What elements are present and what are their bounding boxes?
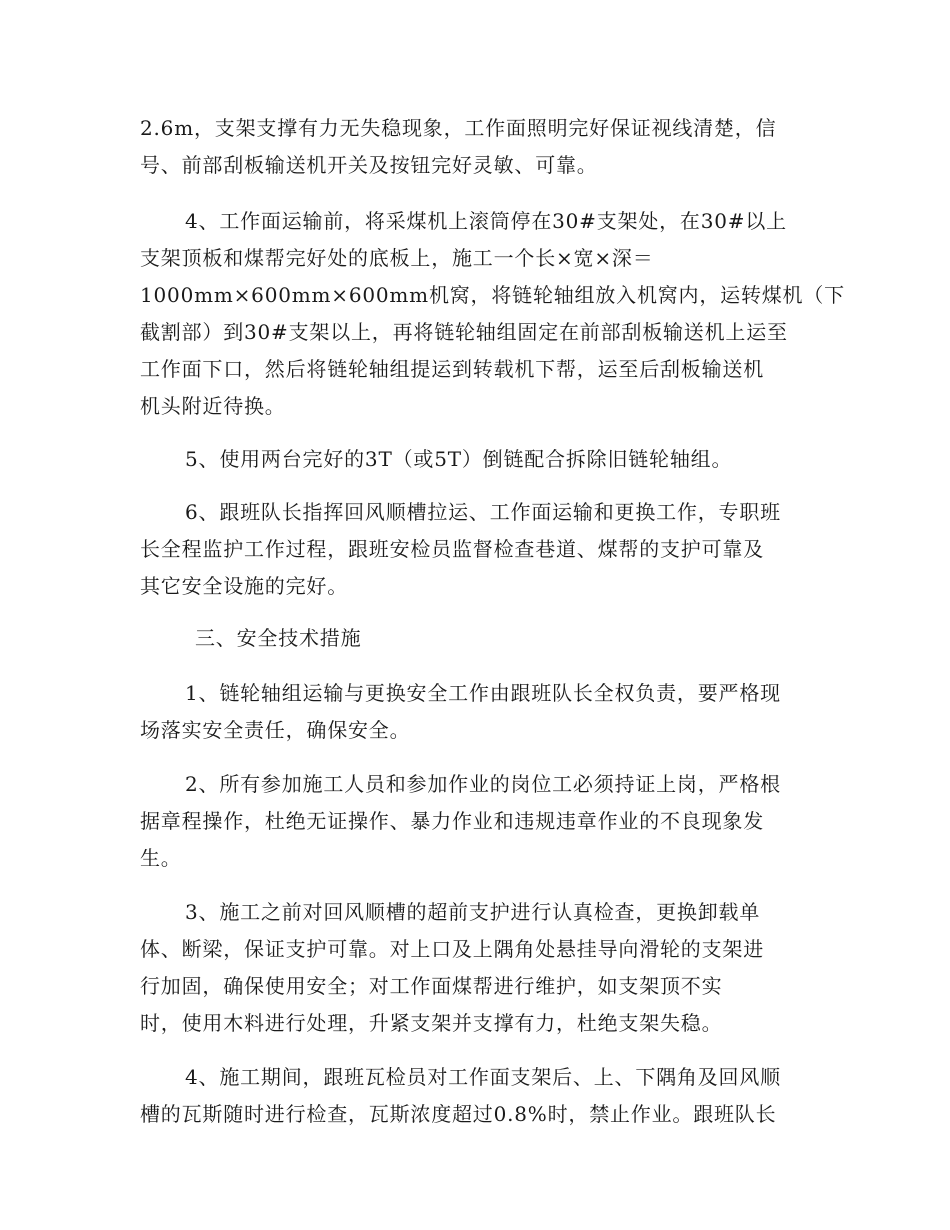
paragraph-line: 工作面下口，然后将链轮轴组提运到转载机下帮，运至后刮板输送机 [140, 357, 764, 381]
paragraph-line: 1、链轮轴组运输与更换安全工作由跟班队长全权负责，要严格现 [185, 681, 781, 705]
paragraph-line: 4、施工期间，跟班瓦检员对工作面支架后、上、下隅角及回风顺 [185, 1065, 781, 1089]
paragraph-line: 号、前部刮板输送机开关及按钮完好灵敏、可靠。 [140, 153, 598, 177]
paragraph-line: 5、使用两台完好的3T（或5T）倒链配合拆除旧链轮轴组。 [185, 447, 733, 471]
paragraph-line: 据章程操作，杜绝无证操作、暴力作业和违规违章作业的不良现象发 [140, 809, 764, 833]
paragraph-line: 体、断梁，保证支护可靠。对上口及上隅角处悬挂导向滑轮的支架进 [140, 937, 764, 961]
paragraph-line: 2、所有参加施工人员和参加作业的岗位工必须持证上岗，严格根 [185, 772, 781, 796]
paragraph-line: 机头附近待换。 [140, 394, 286, 418]
paragraph-line: 场落实安全责任，确保安全。 [140, 718, 411, 742]
paragraph-line: 长全程监护工作过程，跟班安检员监督检查巷道、煤帮的支护可靠及 [140, 537, 764, 561]
paragraph-line: 4、工作面运输前，将采煤机上滚筒停在30#支架处，在30#以上 [185, 209, 787, 233]
paragraph-line: 3、施工之前对回风顺槽的超前支护进行认真检查，更换卸载单 [185, 900, 761, 924]
paragraph-line: 2.6m，支架支撑有力无失稳现象，工作面照明完好保证视线清楚，信 [140, 116, 777, 140]
paragraph-line: 1000mm×600mm×600mm机窝，将链轮轴组放入机窝内，运转煤机（下 [140, 283, 845, 307]
paragraph-line: 槽的瓦斯随时进行检查，瓦斯浓度超过0.8%时，禁止作业。跟班队长 [140, 1102, 777, 1126]
paragraph-line: 支架顶板和煤帮完好处的底板上，施工一个长×宽×深＝ [140, 246, 654, 270]
paragraph-line: 其它安全设施的完好。 [140, 574, 348, 598]
section-heading: 三、安全技术措施 [195, 626, 362, 650]
paragraph-line: 行加固，确保使用安全；对工作面煤帮进行维护，如支架顶不实 [140, 974, 723, 998]
paragraph-line: 时，使用木料进行处理，升紧支架并支撑有力，杜绝支架失稳。 [140, 1011, 723, 1035]
paragraph-line: 6、跟班队长指挥回风顺槽拉运、工作面运输和更换工作，专职班 [185, 500, 781, 524]
paragraph-line: 生。 [140, 846, 182, 870]
paragraph-line: 截割部）到30#支架以上，再将链轮轴组固定在前部刮板输送机上运至 [140, 320, 788, 344]
